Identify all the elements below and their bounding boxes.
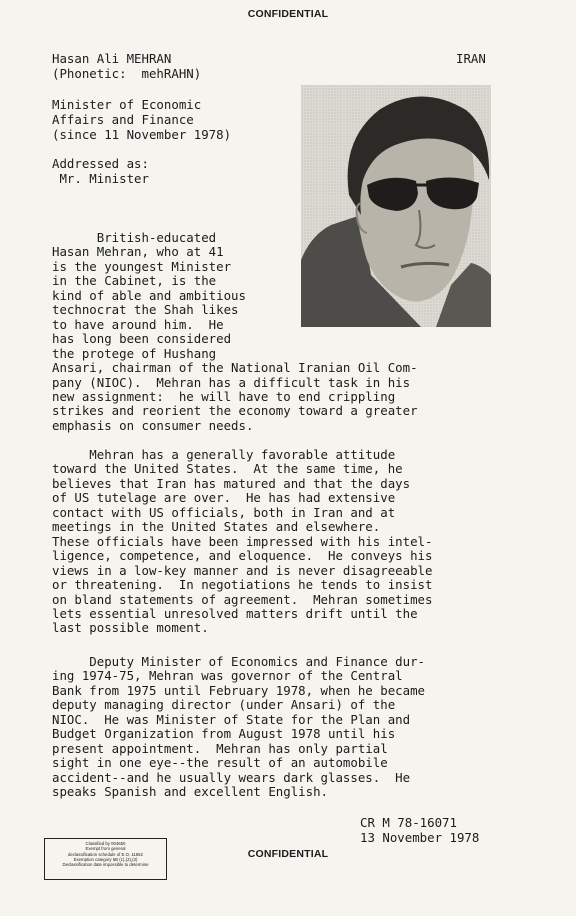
text-line: is the youngest Minister — [52, 258, 232, 274]
text-line: present appointment. Mehran has only partial — [52, 740, 388, 756]
text-line: deputy managing director (under Ansari) of the — [52, 697, 396, 713]
text-line: Deputy Minister of Economics and Finance dur- — [52, 654, 425, 669]
text-line: pany (NIOC). Mehran has a difficult task in his — [52, 374, 411, 390]
text-line: toward the United States. At the same time, he — [52, 461, 403, 477]
text-line: believes that Iran has matured and that the days — [52, 475, 411, 491]
text-line: emphasis on consumer needs. — [52, 417, 254, 433]
address-form — [52, 157, 149, 187]
address-line: Mr. Minister — [52, 170, 149, 186]
paragraph-3 — [52, 655, 425, 800]
text-line: to have around him. He — [52, 316, 224, 332]
text-line: Mehran has a generally favorable attitude — [52, 447, 396, 462]
stamp-line: Classified by 004650 — [85, 841, 126, 846]
subject-phonetic: (Phonetic: mehRAHN) — [52, 65, 202, 81]
text-line: sight in one eye--the result of an automobile — [52, 755, 388, 771]
address-line: Addressed as: — [52, 156, 149, 171]
text-line: speaks Spanish and excellent English. — [52, 784, 329, 800]
text-line: of US tutelage are over. He has had extensive — [52, 490, 396, 506]
position-title — [52, 98, 231, 142]
text-line: contact with US officials, both in Iran and at — [52, 504, 396, 520]
text-line: technocrat the Shah likes — [52, 302, 239, 318]
stamp-line: Exempt from general — [85, 846, 126, 852]
position-line: Affairs and Finance — [52, 111, 194, 127]
text-line: lets essential unresolved matters drift until the — [52, 605, 418, 621]
reference-date: 13 November 1978 — [360, 830, 480, 845]
text-line: These officials have been impressed with his intel- — [52, 533, 433, 549]
text-line: Bank from 1975 until February 1978, when he became — [52, 682, 425, 698]
text-line: on bland statements of agreement. Mehran sometimes — [52, 591, 433, 607]
text-line: Ansari, chairman of the National Iranian Oil Com- — [52, 360, 418, 376]
text-line: Budget Organization from August 1978 until his — [52, 726, 396, 742]
text-line: strikes and reorient the economy toward a greater — [52, 403, 418, 419]
document-reference — [360, 815, 479, 845]
text-line: or threatening. In negotiations he tends to insist — [52, 577, 433, 593]
stamp-line: Exemption category 5B (1),(2),(3) — [73, 856, 138, 862]
text-line: NIOC. He was Minister of State for the Plan and — [52, 711, 411, 727]
classification-bottom: CONFIDENTIAL — [247, 848, 329, 860]
paragraph-2 — [52, 448, 432, 636]
text-line: last possible moment. — [52, 620, 209, 636]
text-line: British-educated — [52, 230, 217, 245]
text-line: in the Cabinet, is the — [52, 273, 217, 289]
text-line: meetings in the United States and elsewhere. — [52, 519, 381, 535]
text-line: views in a low-key manner and is never disagreeable — [52, 562, 433, 578]
text-line: kind of able and ambitious — [52, 287, 246, 303]
text-line: has long been considered — [52, 331, 232, 347]
subject-name: Hasan Ali MEHRAN — [52, 51, 172, 66]
text-line: accident--and he usually wears dark glasses. He — [52, 769, 411, 785]
text-line: the protege of Hushang — [52, 345, 217, 361]
text-line: Hasan Mehran, who at 41 — [52, 244, 224, 260]
paragraph-1 — [52, 231, 418, 433]
stamp-line: declassification schedule of E.O. 11652 — [68, 851, 143, 857]
subject-name-block — [52, 52, 201, 82]
text-line: new assignment: he will have to end crippling — [52, 388, 396, 404]
text-line: ing 1974-75, Mehran was governor of the Central — [52, 668, 403, 684]
position-line: Minister of Economic — [52, 97, 202, 112]
position-line: (since 11 November 1978) — [52, 126, 232, 142]
classification-top: CONFIDENTIAL — [247, 8, 329, 20]
text-line: ligence, competence, and eloquence. He conveys his — [52, 548, 433, 564]
country-label: IRAN — [456, 51, 486, 66]
reference-code: CR M 78-16071 — [360, 815, 457, 830]
stamp-line: Declassification date impossible to determine — [62, 862, 149, 868]
